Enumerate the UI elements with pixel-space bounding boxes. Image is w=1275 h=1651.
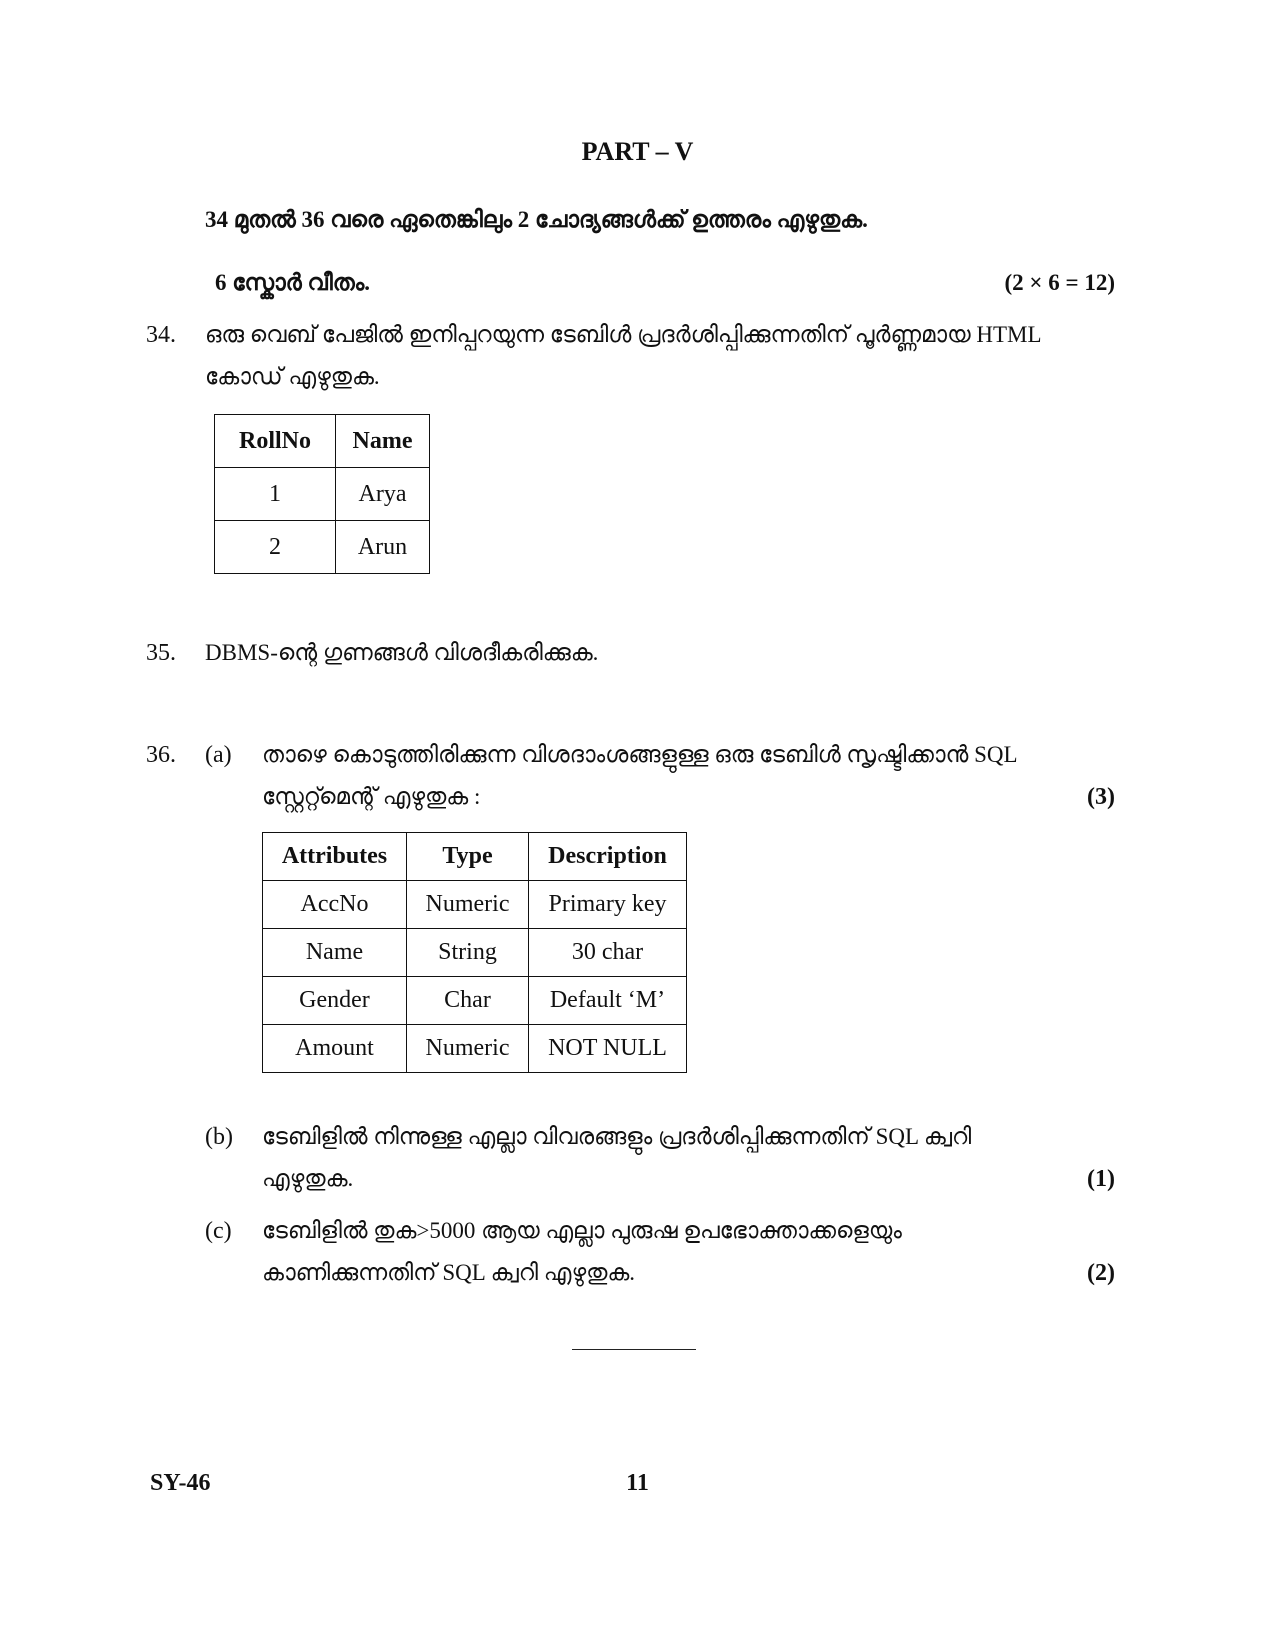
table-cell: Numeric [407,881,529,929]
question-36a-text [262,734,1092,818]
table-header-cell: Type [407,833,529,881]
table-cell: Char [407,977,529,1025]
table-row [263,881,687,929]
question-34-line2: കോഡ് എഴുതുക. [205,364,380,389]
question-36-number: 36. [146,742,176,768]
table-row [215,521,430,574]
question-36a-label: (a) [205,742,232,768]
question-36b-line2: എഴുതുക. [262,1166,354,1191]
table-cell: Numeric [407,1025,529,1073]
table-cell: 1 [215,468,336,521]
table-header-row [215,415,430,468]
question-36b-text [262,1116,1092,1200]
table-cell: 30 char [529,929,687,977]
question-34-number: 34. [146,322,176,348]
question-36c-marks: (2) [1087,1260,1115,1286]
instruction: 34 മുതൽ 36 വരെ ഏതെങ്കിലും 2 ചോദ്യങ്ങൾക്ക് ഉത്തരം എഴുതുക. [205,207,868,232]
question-36c-text [262,1210,1092,1294]
question-36b-label: (b) [205,1124,233,1150]
table-cell: NOT NULL [529,1025,687,1073]
question-36a-line2: സ്റ്റേറ്റ്മെന്റ് എഴുതുക : [262,784,481,809]
question-35-number: 35. [146,640,176,666]
table-row [263,929,687,977]
score-note: 6 സ്കോർ വീതം. [215,270,371,295]
table-header-cell: RollNo [215,415,336,468]
table-row [263,1025,687,1073]
table-cell: Arun [336,521,430,574]
question-36a-marks: (3) [1087,784,1115,810]
question-34-line1: ഒരു വെബ് പേജിൽ ഇനിപ്പറയുന്ന ടേബിൾ പ്രദർശിപ്പിക്കുന്നതിന് പൂർണ്ണമായ HTML [205,322,1042,347]
table-cell: String [407,929,529,977]
table-header-cell: Description [529,833,687,881]
question-36a-line1: താഴെ കൊടുത്തിരിക്കുന്ന വിശദാംശങ്ങളുള്ള ഒരു ടേബിൾ സൃഷ്ടിക്കാൻ SQL [262,742,1018,767]
table-cell: 2 [215,521,336,574]
paper-code: SY-46 [150,1470,211,1496]
page-number: 11 [626,1470,649,1496]
table-cell: AccNo [263,881,407,929]
question-34-text [205,314,1075,398]
table-cell: Name [263,929,407,977]
end-rule [572,1349,696,1350]
table-header-cell: Name [336,415,430,468]
question-36b-line1: ടേബിളിൽ നിന്നുള്ള എല്ലാ വിവരങ്ങളും പ്രദർശിപ്പിക്കുന്നതിന് SQL ക്വറി [262,1124,972,1149]
question-36c-line2: കാണിക്കുന്നതിന് SQL ക്വറി എഴുതുക. [262,1260,636,1285]
table-cell: Default ‘M’ [529,977,687,1025]
table-cell: Gender [263,977,407,1025]
table-header-row [263,833,687,881]
table-cell: Primary key [529,881,687,929]
table-row [215,468,430,521]
rollno-name-table [214,414,430,574]
score-total: (2 × 6 = 12) [1004,270,1115,295]
question-36b-marks: (1) [1087,1166,1115,1192]
table-cell: Arya [336,468,430,521]
table-cell: Amount [263,1025,407,1073]
part-title: PART – V [581,137,694,166]
question-36c-label: (c) [205,1218,232,1244]
question-36c-line1: ടേബിളിൽ തുക>5000 ആയ എല്ലാ പുരുഷ ഉപഭോക്താക്കളെയും [262,1218,902,1243]
table-header-cell: Attributes [263,833,407,881]
attributes-table [262,832,687,1073]
question-35-text: DBMS-ന്റെ ഗുണങ്ങൾ വിശദീകരിക്കുക. [205,640,599,665]
table-row [263,977,687,1025]
